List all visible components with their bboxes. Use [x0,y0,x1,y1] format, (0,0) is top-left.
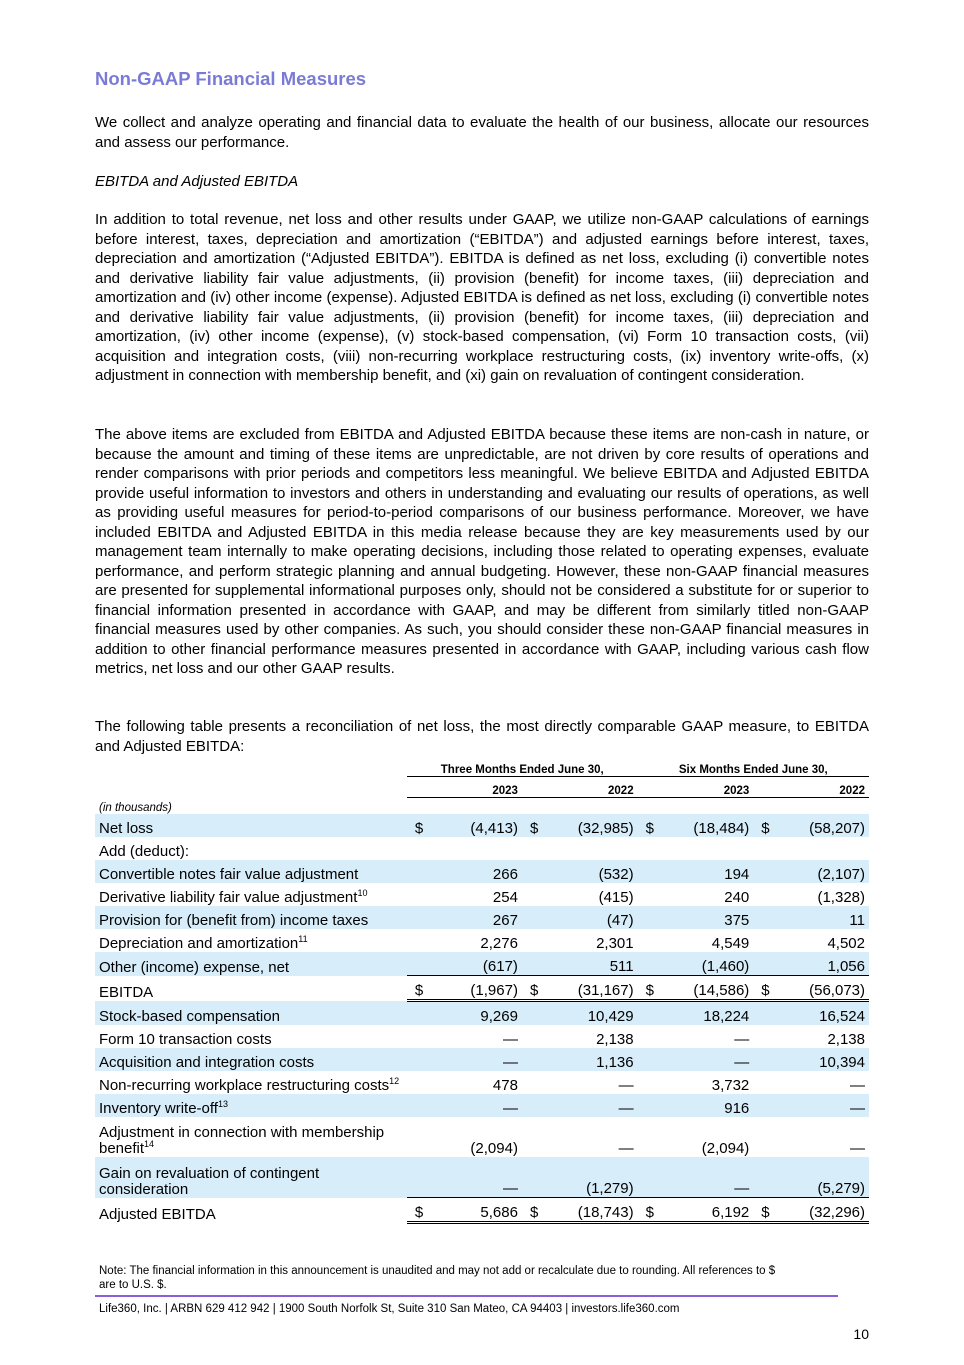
table-row [95,860,869,883]
currency-symbol: $ [638,976,663,1001]
row-label [95,1198,407,1223]
intro-paragraph: We collect and analyze operating and financial data to evaluate the health of our business, allocate our resources and assess our performance. [95,114,869,151]
cell-value: 375 [663,906,753,929]
year-header: 2023 [663,777,753,798]
period-header-row [95,758,869,777]
cell-value: — [432,1048,522,1071]
cell-value: 4,549 [711,935,750,952]
cell-value: 254 [492,889,518,906]
row-label-text: Acquisition and integration costs [99,1054,315,1071]
row-label-text: Convertible notes fair value adjustment [99,866,359,883]
currency-symbol [638,837,663,860]
table-row [95,1025,869,1048]
rationale-paragraph: The above items are excluded from EBITDA and Adjusted EBITDA because these items are non-cash in nature, or because the amount and timing of these items are unpredictable, are not driven by core results of operations and render comparisons with prior periods and competitors less meaningful. We believe EBITDA and Adjusted EBITDA provide useful information to investors and others in understanding and evaluating our results of operations, as well as providing useful measures for period-to-period comparisons of our business performance. Moreover, we have included EBITDA and Adjusted EBITDA in this media release because they are key measurements used by our management team internally to make operating decisions, including those related to operating expenses, evaluate performance, and perform strategic planning and annual budgeting. However, these non-GAAP financial measures are presented for supplemental informational purposes only, should not be considered a substitute for or superior to financial information presented in accordance with GAAP, and may be different from similarly titled non-GAAP financial measures used by other companies. As such, you should consider these non-GAAP financial measures in addition to other financial performance measures presented in accordance with GAAP, including various cash flow metrics, net loss and our other GAAP results. [95,426,869,677]
cell-value [547,837,637,860]
units-label: (in thousands) [99,802,172,814]
row-label-text: Adjusted EBITDA [99,1205,216,1223]
cell-value: (5,279) [779,1157,869,1198]
currency-symbol [407,1025,432,1048]
currency-symbol: $ [407,976,432,1001]
row-label [95,952,407,976]
row-label-text: Form 10 transaction costs [99,1031,272,1048]
table-row [95,883,869,906]
table-row [95,1048,869,1071]
row-label [95,1048,407,1071]
section-title: Non-GAAP Financial Measures [95,68,367,89]
currency-symbol [407,906,432,929]
currency-symbol: $ [753,976,778,1001]
table-row [95,976,869,1001]
currency-symbol: $ [407,814,432,837]
table-row [95,814,869,837]
cell-value: 11 [779,906,869,929]
cell-value: 2,276 [480,935,518,952]
reconciliation-table [95,758,869,1224]
cell-value: (31,167) [547,976,637,1001]
table-row [95,906,869,929]
cell-value: 2,301 [596,935,634,952]
currency-symbol [522,883,547,906]
row-label [95,1001,407,1026]
currency-symbol [638,1025,663,1048]
currency-symbol [753,929,778,952]
row-label [95,976,407,1001]
reconciliation-rows [95,814,869,1223]
currency-symbol [753,837,778,860]
currency-symbol: $ [522,976,547,1001]
cell-value: — [432,1157,522,1198]
year-header: 2023 [432,777,522,798]
row-label [95,860,407,883]
currency-symbol: $ [522,814,547,837]
currency-symbol [407,952,432,976]
row-label-text: Non-recurring workplace restructuring costs [99,1077,390,1094]
units-row [95,798,869,815]
currency-symbol: $ [753,814,778,837]
table-row [95,837,869,860]
footer-text: Life360, Inc. | ARBN 629 412 942 | 1900 South Norfolk St, Suite 310 San Mateo, CA 94403 | investors.life360.com [99,1303,680,1315]
footnote-marker: 13 [217,1099,228,1109]
currency-symbol [638,952,663,976]
currency-symbol [638,929,663,952]
cell-value: 18,224 [663,1001,753,1026]
cell-value: (1,967) [432,976,522,1001]
currency-symbol [753,1071,778,1094]
cell-value: 4,502 [827,935,865,952]
currency-symbol [753,1117,778,1157]
currency-symbol [407,837,432,860]
cell-value: — [547,1094,637,1117]
cell-value: 194 [663,860,753,883]
currency-symbol [522,1094,547,1117]
currency-symbol [407,1048,432,1071]
row-label [95,1071,407,1094]
currency-symbol [638,1048,663,1071]
table-intro-paragraph: The following table presents a reconciliation of net loss, the most directly comparable GAAP measure, to EBITDA and Adjusted EBITDA: [95,718,869,755]
cell-value [663,837,753,860]
cell-value: 2,138 [827,1031,865,1048]
currency-symbol [638,1157,663,1198]
cell-value: — [432,1094,522,1117]
period-header-three-months: Three Months Ended June 30, [407,758,638,777]
row-label-text: EBITDA [99,983,154,1001]
cell-value: 10,429 [547,1001,637,1026]
footnote-marker: 14 [144,1139,155,1149]
cell-value: 6,192 [663,1198,753,1223]
cell-value: 478 [492,1077,518,1094]
currency-symbol [638,860,663,883]
row-label [95,814,407,837]
cell-value: (532) [547,860,637,883]
currency-symbol [522,860,547,883]
cell-value: 511 [547,952,637,976]
row-label [95,1117,407,1157]
cell-value: 916 [663,1094,753,1117]
currency-symbol [407,1071,432,1094]
currency-symbol [753,952,778,976]
cell-value: (47) [547,906,637,929]
row-label [95,1025,407,1048]
currency-symbol [638,1094,663,1117]
cell-value: 1,136 [547,1048,637,1071]
currency-symbol [753,1025,778,1048]
cell-value: — [502,1031,518,1048]
currency-symbol [753,883,778,906]
table-row [95,952,869,976]
cell-value: 10,394 [779,1048,869,1071]
year-header: 2022 [779,777,869,798]
cell-value: 9,269 [432,1001,522,1026]
currency-symbol [638,1071,663,1094]
currency-symbol [638,1117,663,1157]
cell-value: (2,094) [701,1140,750,1157]
currency-symbol [522,1157,547,1198]
currency-symbol [753,906,778,929]
table-row [95,929,869,952]
row-label [95,837,407,860]
row-label [95,929,407,952]
cell-value: 1,056 [779,952,869,976]
cell-value: 5,686 [432,1198,522,1223]
row-label-text: Stock-based compensation [99,1008,280,1025]
currency-symbol [522,952,547,976]
currency-symbol: $ [638,1198,663,1223]
currency-symbol: $ [753,1198,778,1223]
table-row [95,1117,869,1157]
cell-value: — [663,1048,753,1071]
cell-value: — [779,1094,869,1117]
cell-value: (1,328) [817,889,865,906]
currency-symbol [522,906,547,929]
footnote-marker: 10 [357,888,368,898]
row-label [95,1157,407,1198]
currency-symbol [522,1048,547,1071]
row-label [95,906,407,929]
row-label-text: Provision for (benefit from) income taxes [99,912,369,929]
row-label-text: Other (income) expense, net [99,958,290,976]
table-row [95,1001,869,1026]
currency-symbol [407,883,432,906]
row-label [95,1094,407,1117]
period-header-six-months: Six Months Ended June 30, [638,758,869,777]
cell-value: 3,732 [711,1077,750,1094]
footnote-marker: 12 [389,1076,400,1086]
cell-value: (14,586) [663,976,753,1001]
currency-symbol [753,1094,778,1117]
cell-value: — [734,1031,750,1048]
currency-symbol [522,1025,547,1048]
cell-value: (1,460) [663,952,753,976]
currency-symbol [638,1001,663,1026]
row-label-text: Net loss [99,820,154,837]
cell-value: (18,743) [547,1198,637,1223]
definition-paragraph: In addition to total revenue, net loss and other results under GAAP, we utilize non-GAAP calculations of earnings before interest, taxes, depreciation and amortization (“EBITDA”) and adjusted earnings before interest, taxes, depreciation and amortization (“Adjusted EBITDA”). EBITDA is defined as net loss, excluding (i) convertible notes and derivative liability fair value adjustments, (ii) provision (benefit) for income taxes, (iii) depreciation and amortization and (iv) other income (expense). Adjusted EBITDA is defined as net loss, excluding (i) convertible notes and derivative liability fair value adjustments, (ii) provision (benefit) for income taxes, (iii) depreciation and amortization, (iv) other income (expense), (v) stock-based compensation, (vi) Form 10 transaction costs, (vii) acquisition and integration costs, (viii) non-recurring workplace restructuring costs, (ix) inventory write-offs, (x) adjustment in connection with membership benefit, and (xi) gain on revaluation of contingent consideration. [95,211,869,384]
footnote-note: Note: The financial information in this announcement is unaudited and may not add or recalculate due to rounding. All references to $ are to U.S. $. [99,1265,776,1291]
cell-value: — [663,1157,753,1198]
cell-value: (415) [598,889,634,906]
row-label-text: Derivative liability fair value adjustment [99,889,358,906]
currency-symbol [407,1094,432,1117]
cell-value: 240 [724,889,750,906]
currency-symbol: $ [407,1198,432,1223]
table-row [95,1198,869,1223]
cell-value: (4,413) [432,814,522,837]
cell-value: (18,484) [663,814,753,837]
table-row [95,1071,869,1094]
row-label [95,883,407,906]
cell-value: 267 [432,906,522,929]
year-header: 2022 [547,777,637,798]
cell-value: — [618,1077,634,1094]
cell-value: (58,207) [779,814,869,837]
currency-symbol: $ [522,1198,547,1223]
currency-symbol [522,837,547,860]
row-label-text: Add (deduct): [99,843,190,860]
cell-value: — [618,1140,634,1157]
cell-value: (32,985) [547,814,637,837]
currency-symbol [407,1001,432,1026]
currency-symbol [638,883,663,906]
currency-symbol [638,906,663,929]
currency-symbol [753,1048,778,1071]
currency-symbol [407,1157,432,1198]
cell-value: (32,296) [779,1198,869,1223]
row-label-text: Adjustment in connection with membership benefit [99,1124,385,1157]
table-row [95,1094,869,1117]
currency-symbol [753,1157,778,1198]
currency-symbol: $ [638,814,663,837]
row-label-text: Gain on revaluation of contingent consideration [99,1164,320,1198]
cell-value: — [850,1140,865,1157]
row-label-text: Depreciation and amortization [99,935,299,952]
cell-value: (2,107) [779,860,869,883]
cell-value: (56,073) [779,976,869,1001]
currency-symbol [522,1071,547,1094]
currency-symbol [753,1001,778,1026]
cell-value: (617) [432,952,522,976]
cell-value: 2,138 [596,1031,634,1048]
subheading: EBITDA and Adjusted EBITDA [95,173,299,190]
currency-symbol [522,929,547,952]
page-number: 10 [853,1326,869,1342]
cell-value [779,837,869,860]
cell-value: 266 [432,860,522,883]
currency-symbol [407,929,432,952]
footnote-marker: 11 [298,934,308,944]
currency-symbol [407,1117,432,1157]
currency-symbol [407,860,432,883]
cell-value: (2,094) [470,1140,518,1157]
year-header-row [95,777,869,798]
row-label-text: Inventory write-off [99,1100,218,1117]
currency-symbol [753,860,778,883]
cell-value: 16,524 [779,1001,869,1026]
table-row [95,1157,869,1198]
currency-symbol [522,1001,547,1026]
cell-value: (1,279) [547,1157,637,1198]
footer-rule [95,1295,838,1297]
cell-value [432,837,522,860]
cell-value: — [850,1077,865,1094]
currency-symbol [522,1117,547,1157]
